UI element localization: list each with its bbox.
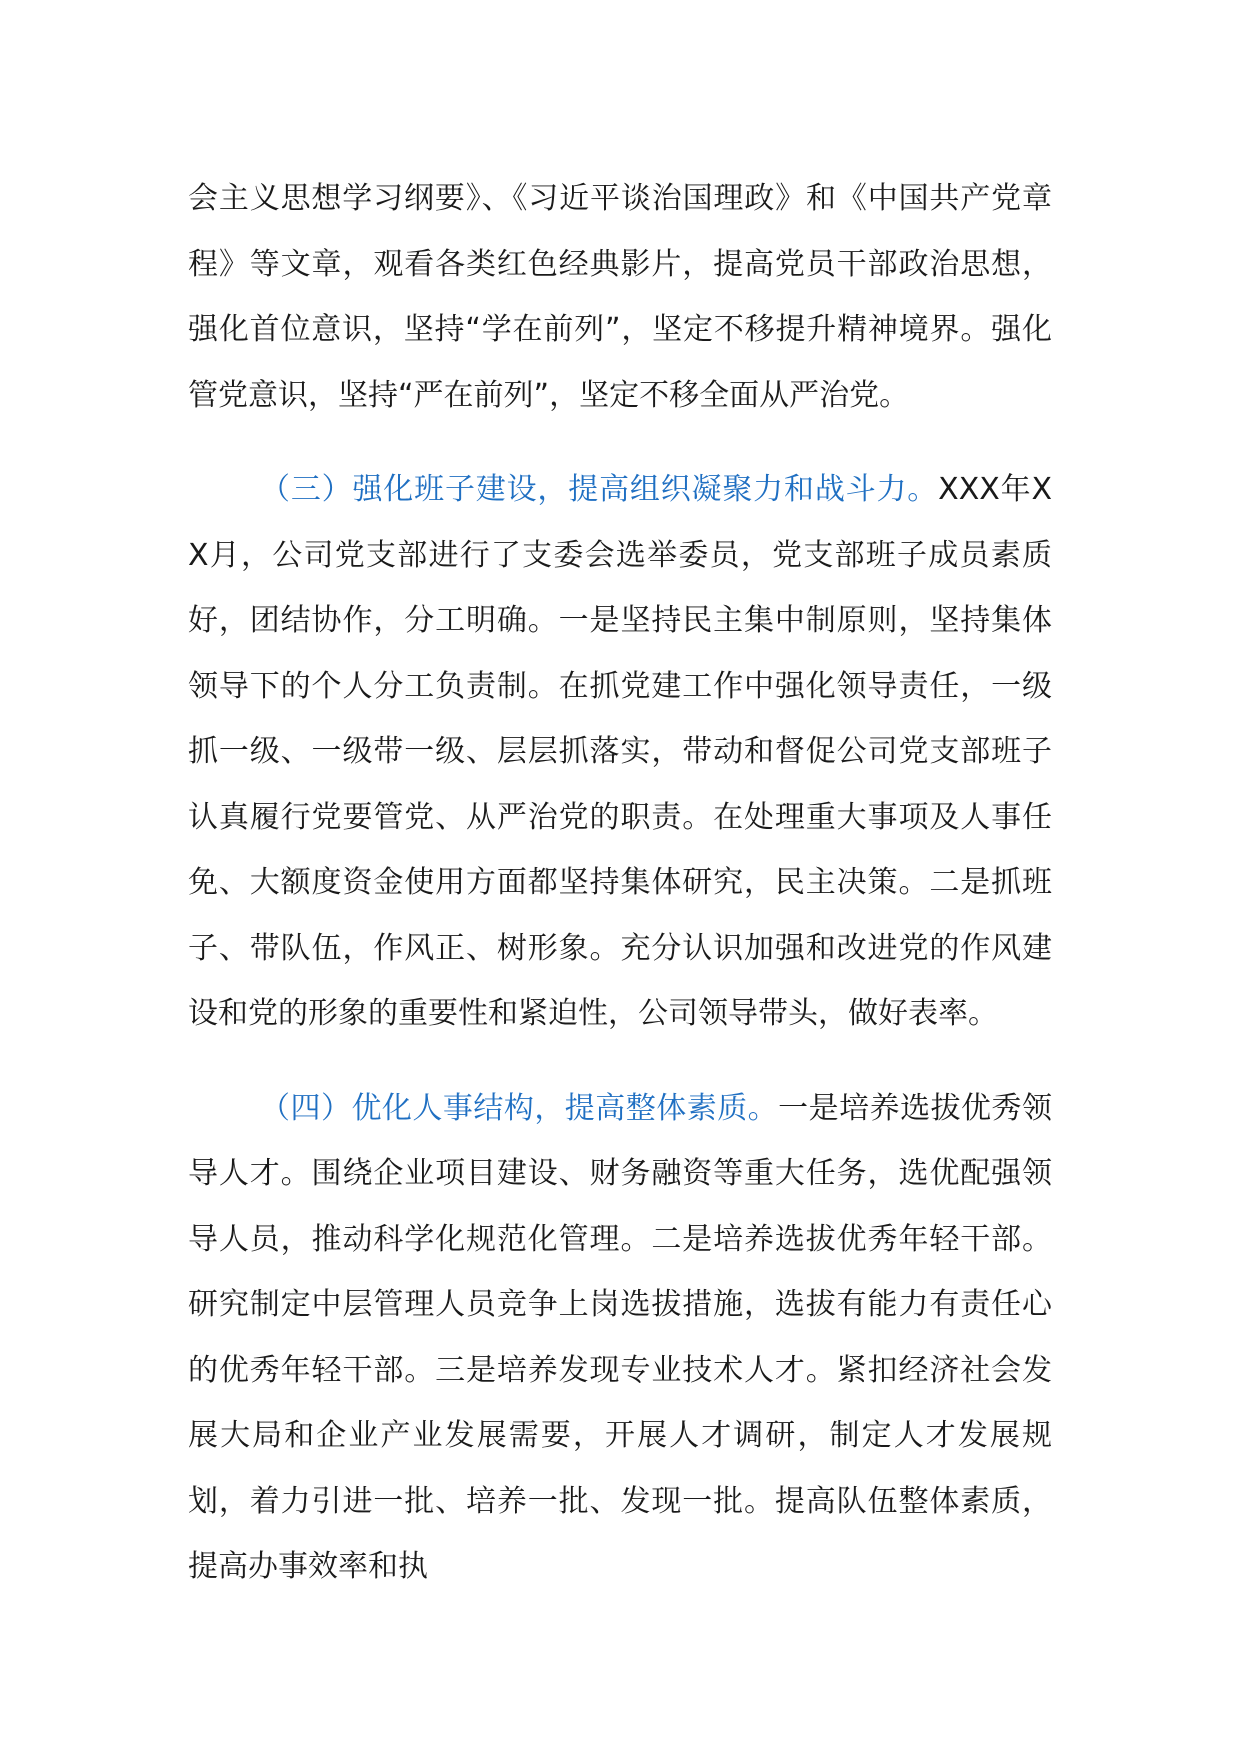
paragraph-section-4 [188, 1076, 1052, 1600]
document-page [188, 166, 1052, 1629]
paragraph-body: 会主义思想学习纲要》、《习近平谈治国理政》和《中国共产党章程》等文章，观看各类红色经典影片，提高党员干部政治思想，强化首位意识，坚持“学在前列”，坚定不移提升精神境界。强化管党意识，坚持“严在前列”，坚定不移全面从严治党。 [188, 181, 1052, 413]
paragraph-section-3 [188, 457, 1052, 1047]
section-heading-3: （三）强化班子建设，提高组织凝聚力和战斗力。 [260, 472, 939, 507]
paragraph-body: XXX年XX月，公司党支部进行了支委会选举委员，党支部班子成员素质好，团结协作，分工明确。一是坚持民主集中制原则，坚持集体领导下的个人分工负责制。在抓党建工作中强化领导责任，一级抓一级、一级带一级、层层抓落实，带动和督促公司党支部班子认真履行党要管党、从严治党的职责。在处理重大事项及人事任免、大额度资金使用方面都坚持集体研究，民主决策。二是抓班子、带队伍，作风正、树形象。充分认识加强和改进党的作风建设和党的形象的重要性和紧迫性，公司领导带头，做好表率。 [188, 472, 1052, 1031]
paragraph-body: 一是培养选拔优秀领导人才。围绕企业项目建设、财务融资等重大任务，选优配强领导人员，推动科学化规范化管理。二是培养选拔优秀年轻干部。研究制定中层管理人员竞争上岗选拔措施，选拔有能力有责任心的优秀年轻干部。三是培养发现专业技术人才。紧扣经济社会发展大局和企业产业发展需要，开展人才调研，制定人才发展规划，着力引进一批、培养一批、发现一批。提高队伍整体素质，提高办事效率和执 [188, 1090, 1053, 1584]
section-heading-4: （四）优化人事结构，提高整体素质。 [260, 1090, 779, 1126]
paragraph-continuation [188, 166, 1052, 428]
